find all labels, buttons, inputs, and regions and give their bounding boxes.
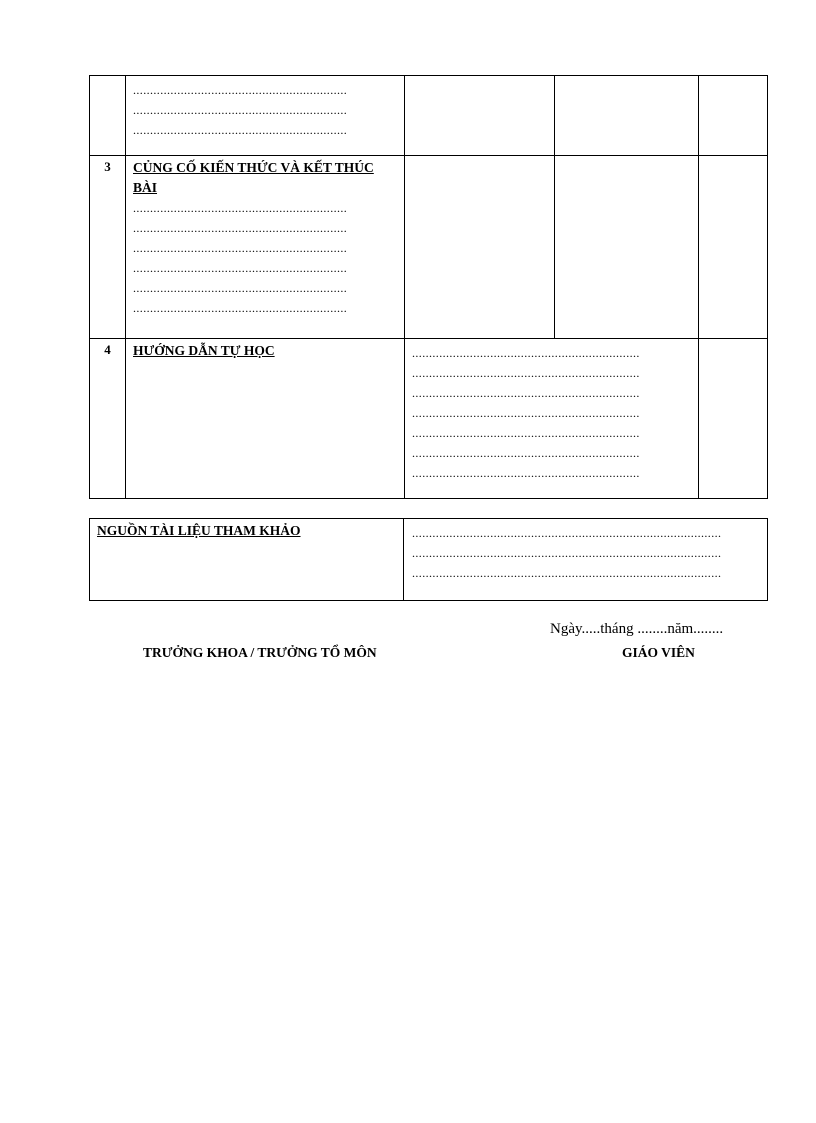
- dotted-lines: [126, 76, 404, 140]
- dotted-line: ...................................................................: [412, 386, 640, 400]
- dotted-line: ...........................................................................................: [412, 546, 722, 560]
- date-line: Ngày.....tháng ........năm........: [550, 621, 724, 637]
- dotted-line: ...............................................................: [133, 301, 348, 315]
- teacher-signature-title: GIÁO VIÊN: [622, 645, 695, 660]
- dotted-line: ...........................................................................................: [412, 526, 722, 540]
- content-cell: [126, 156, 405, 339]
- references-table: [89, 518, 768, 601]
- dotted-line: ...................................................................: [412, 346, 640, 360]
- empty-cell: [699, 339, 768, 499]
- table-row: [90, 339, 768, 499]
- row-number-cell: 3: [90, 156, 126, 339]
- dotted-line: ...............................................................: [133, 261, 348, 275]
- references-label: NGUỒN TÀI LIỆU THAM KHẢO: [97, 523, 301, 538]
- dotted-line: ...............................................................: [133, 241, 348, 255]
- row-number-cell: [90, 76, 126, 156]
- dotted-line: ...................................................................: [412, 366, 640, 380]
- empty-cell: [699, 156, 768, 339]
- dotted-line: ...............................................................: [133, 83, 348, 97]
- lesson-plan-table: [89, 75, 768, 499]
- dotted-line: ...................................................................: [412, 446, 640, 460]
- table-row: [90, 76, 768, 156]
- dotted-line: ...............................................................: [133, 103, 348, 117]
- empty-cell: [555, 76, 699, 156]
- content-cell: [126, 339, 405, 499]
- dotted-line: ...............................................................: [133, 123, 348, 137]
- activity-cell: [405, 339, 699, 499]
- empty-cell: [699, 76, 768, 156]
- dotted-lines: [404, 519, 767, 583]
- dotted-line: ...................................................................: [412, 466, 640, 480]
- references-lines-cell: [404, 519, 768, 601]
- content-cell: [126, 76, 405, 156]
- empty-cell: [405, 156, 555, 339]
- section-heading: CỦNG CỐ KIẾN THỨC VÀ KẾT THÚC BÀI: [133, 160, 374, 195]
- empty-cell: [405, 76, 555, 156]
- dean-signature-title: TRƯỞNG KHOA / TRƯỞNG TỔ MÔN: [143, 645, 377, 660]
- dotted-line: ...............................................................: [133, 221, 348, 235]
- table-row: [90, 156, 768, 339]
- references-label-cell: [90, 519, 404, 601]
- empty-cell: [555, 156, 699, 339]
- dotted-line: ...........................................................................................: [412, 566, 722, 580]
- dotted-line: ...................................................................: [412, 426, 640, 440]
- dotted-line: ...............................................................: [133, 201, 348, 215]
- dotted-lines: [126, 198, 404, 318]
- row-number-cell: 4: [90, 339, 126, 499]
- dotted-lines: [405, 339, 698, 483]
- dotted-line: ...............................................................: [133, 281, 348, 295]
- table-row: [90, 519, 768, 601]
- dotted-line: ...................................................................: [412, 406, 640, 420]
- section-heading: HƯỚNG DẪN TỰ HỌC: [133, 343, 275, 358]
